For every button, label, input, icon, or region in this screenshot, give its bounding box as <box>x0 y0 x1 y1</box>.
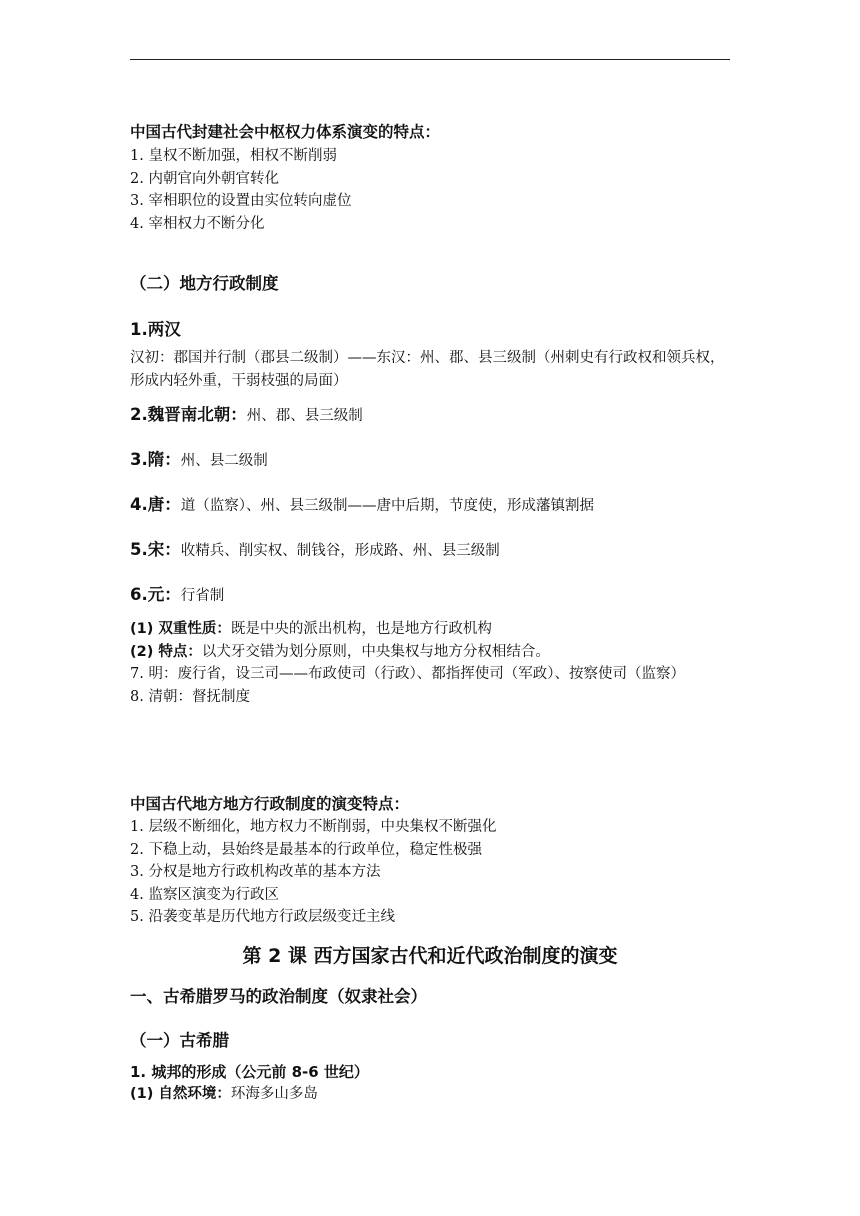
han-title: 1.两汉 <box>130 320 181 339</box>
lesson-title: 第 2 课 西方国家古代和近代政治制度的演变 <box>242 945 618 967</box>
local-admin-features-heading: 中国古代地方地方行政制度的演变特点： <box>130 795 410 813</box>
era-title: 4.唐： <box>130 495 181 514</box>
era-title: 5.宋： <box>130 540 181 559</box>
list-item: 5. 沿袭变革是历代地方行政层级变迁主线 <box>130 909 395 925</box>
yuan-points <box>130 618 730 708</box>
point-text: 环海多山多岛 <box>230 1086 318 1102</box>
yuan-point <box>130 641 730 664</box>
list-item: 3. 宰相职位的设置由实位转向虚位 <box>130 193 352 209</box>
local-admin-features-list <box>130 816 730 929</box>
era-title: 2.魏晋南北朝： <box>130 405 247 424</box>
list-item: 4. 监察区演变为行政区 <box>130 886 279 903</box>
point-label: (2) 特点： <box>130 643 202 660</box>
era-yuan <box>130 584 730 608</box>
era-text: 收精兵、削实权、制钱谷，形成路、州、县三级制 <box>180 543 500 559</box>
era-text: 州、县二级制 <box>180 453 268 469</box>
central-power-features-list <box>130 145 730 235</box>
point-text: 既是中央的派出机构，也是地方行政机构 <box>230 621 492 637</box>
era-song <box>130 539 730 563</box>
central-power-features-heading: 中国古代封建社会中枢权力体系演变的特点： <box>130 123 441 141</box>
yuan-point <box>130 618 730 641</box>
list-item: 3. 分权是地方行政机构改革的基本方法 <box>130 864 381 880</box>
header-rule <box>130 59 730 60</box>
point-text: 以犬牙交错为划分原则，中央集权与地方分权相结合。 <box>201 643 550 660</box>
point-label: (1) 自然环境： <box>130 1086 231 1102</box>
list-item: 1. 皇权不断加强，相权不断削弱 <box>130 148 337 164</box>
qing-text: 8. 清朝：督抚制度 <box>130 688 250 705</box>
local-admin-heading: （二）地方行政制度 <box>130 274 279 293</box>
era-text: 道（监察）、州、县三级制——唐中后期，节度使，形成藩镇割据 <box>180 498 594 514</box>
han-text: 汉初：郡国并行制（郡县二级制）——东汉：州、郡、县三级制（州刺史有行政权和领兵权，形成内轻外重，干弱枝强的局面） <box>130 350 725 389</box>
era-text: 州、郡、县三级制 <box>246 408 363 424</box>
natural-environment-point <box>130 1083 730 1106</box>
greece-heading: （一）古希腊 <box>130 1031 229 1050</box>
part-one-heading: 一、古希腊罗马的政治制度（奴隶社会） <box>130 987 427 1006</box>
city-state-formation: 1. 城邦的形成（公元前 8-6 世纪） <box>130 1063 369 1081</box>
ming-text: 7. 明：废行省，设三司——布政使司（行政）、都指挥使司（军政）、按察使司（监察） <box>130 666 685 682</box>
list-item: 2. 下稳上动，县始终是最基本的行政单位，稳定性极强 <box>130 841 482 858</box>
list-item: 1. 层级不断细化，地方权力不断削弱，中央集权不断强化 <box>130 819 497 835</box>
era-sui <box>130 449 730 473</box>
era-title: 6.元： <box>130 585 181 604</box>
era-wei-jin <box>130 404 730 428</box>
list-item: 4. 宰相权力不断分化 <box>130 215 265 232</box>
era-tang <box>130 494 730 518</box>
era-title: 3.隋： <box>130 450 181 469</box>
list-item: 2. 内朝官向外朝官转化 <box>130 170 279 187</box>
era-text: 行省制 <box>180 588 225 604</box>
point-label: (1) 双重性质： <box>130 621 231 637</box>
